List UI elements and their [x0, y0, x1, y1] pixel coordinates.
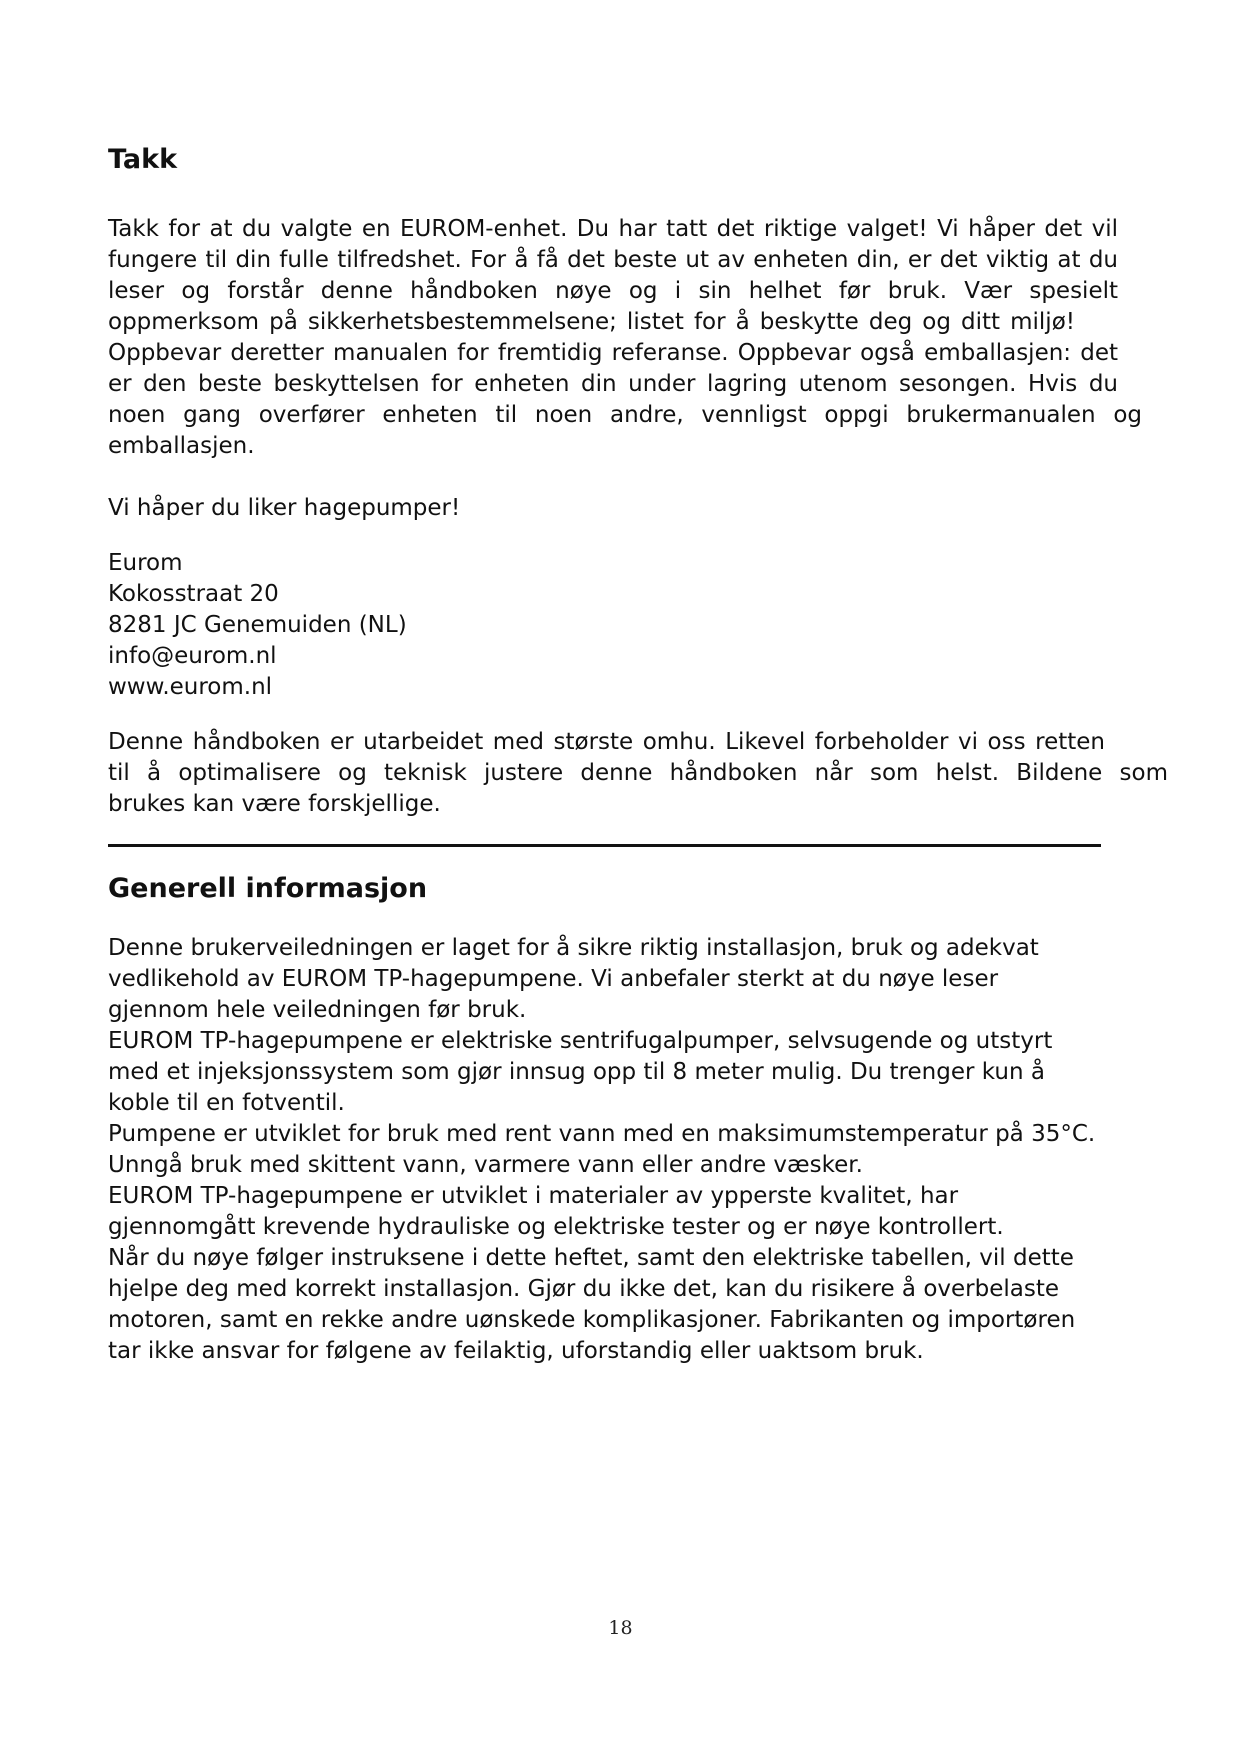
section-divider [108, 844, 1101, 847]
disclaimer-line: Denne håndboken er utarbeidet med største omhu. Likevel forbeholder vi oss retten [108, 729, 1105, 755]
disclaimer-line: brukes kan være forskjellige. [108, 791, 441, 817]
intro-line: oppmerksom på sikkerhetsbestemmelsene; listet for å beskytte deg og ditt miljø! [108, 309, 1075, 335]
info-line: EUROM TP-hagepumpene er elektriske sentrifugalpumper, selvsugende og utstyrt [108, 1028, 1053, 1054]
street-address: Kokosstraat 20 [108, 581, 279, 607]
company-name: Eurom [108, 550, 183, 576]
website-address: www.eurom.nl [108, 674, 273, 700]
intro-line: Oppbevar deretter manualen for fremtidig referanse. Oppbevar også emballasjen: det [108, 340, 1118, 366]
page-number: 18 [608, 1617, 633, 1639]
general-info-paragraph [108, 933, 1178, 1367]
document-page [108, 140, 1178, 1367]
info-line: Pumpene er utviklet for bruk med rent vann med en maksimumstemperatur på 35°C. [108, 1121, 1096, 1147]
info-line: koble til en fotventil. [108, 1090, 345, 1116]
intro-line: leser og forstår denne håndboken nøye og i sin helhet før bruk. Vær spesielt [108, 278, 1118, 304]
city-address: 8281 JC Genemuiden (NL) [108, 612, 407, 638]
info-line: gjennom hele veiledningen før bruk. [108, 997, 527, 1023]
section-title-takk: Takk [108, 144, 178, 175]
info-line: vedlikehold av EUROM TP-hagepumpene. Vi anbefaler sterkt at du nøye leser [108, 966, 999, 992]
intro-paragraph [108, 214, 1178, 462]
disclaimer-line: til å optimalisere og teknisk justere denne håndboken når som helst. Bildene som [108, 760, 1168, 786]
intro-line: er den beste beskyttelsen for enheten din under lagring utenom sesongen. Hvis du [108, 371, 1118, 397]
intro-line: noen gang overfører enheten til noen andre, vennligst oppgi brukermanualen og [108, 402, 1142, 428]
info-line: Når du nøye følger instruksene i dette heftet, samt den elektriske tabellen, vil dette [108, 1245, 1074, 1271]
address-block [108, 548, 1178, 703]
info-line: gjennomgått krevende hydrauliske og elektriske tester og er nøye kontrollert. [108, 1214, 1004, 1240]
section-title-generell: Generell informasjon [108, 873, 428, 904]
info-line: tar ikke ansvar for følgene av feilaktig, uforstandig eller uaktsom bruk. [108, 1338, 924, 1364]
info-line: hjelpe deg med korrekt installasjon. Gjør du ikke det, kan du risikere å overbelaste [108, 1276, 1059, 1302]
info-line: motoren, samt en rekke andre uønskede komplikasjoner. Fabrikanten og importøren [108, 1307, 1076, 1333]
info-line: Denne brukerveiledningen er laget for å sikre riktig installasjon, bruk og adekvat [108, 935, 1039, 961]
info-line: med et injeksjonssystem som gjør innsug opp til 8 meter mulig. Du trenger kun å [108, 1059, 1045, 1085]
intro-line: fungere til din fulle tilfredshet. For å få det beste ut av enheten din, er det viktig at du [108, 247, 1118, 273]
intro-line: emballasjen. [108, 433, 255, 459]
intro-line: Takk for at du valgte en EUROM-enhet. Du har tatt det riktige valget! Vi håper det vil [108, 216, 1118, 242]
info-line: Unngå bruk med skittent vann, varmere vann eller andre væsker. [108, 1152, 863, 1178]
email-address: info@eurom.nl [108, 643, 277, 669]
info-line: EUROM TP-hagepumpene er utviklet i materialer av ypperste kvalitet, har [108, 1183, 959, 1209]
disclaimer-paragraph [108, 727, 1178, 820]
closing-line: Vi håper du liker hagepumper! [108, 495, 461, 521]
